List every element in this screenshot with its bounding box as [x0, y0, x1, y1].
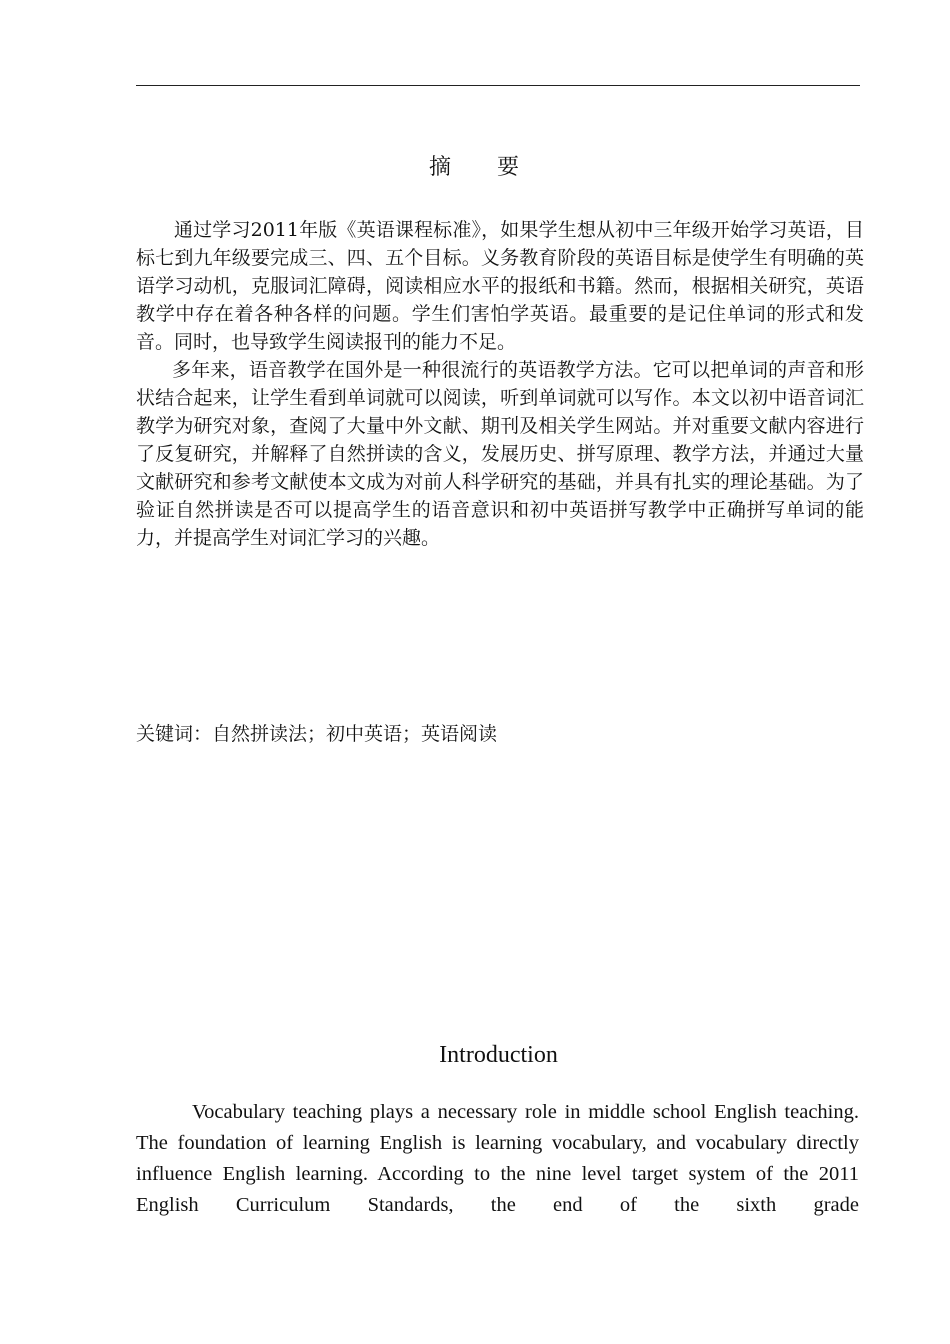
- abstract-paragraph-1: 通过学习2011年版《英语课程标准》，如果学生想从初中三年级开始学习英语，目标七到九年级要完成三、四、五个目标。义务教育阶段的英语目标是使学生有明确的英语学习动机，克服词汇障碍，阅读相应水平的报纸和书籍。然而，根据相关研究，英语教学中存在着各种各样的问题。学生们害怕学英语。最重要的是记住单词的形式和发音。同时，也导致学生阅读报刊的能力不足。: [136, 219, 864, 353]
- introduction-title: Introduction: [439, 1042, 558, 1068]
- introduction-body: [136, 1097, 859, 1221]
- abstract-title-char-1: 摘: [428, 155, 453, 180]
- abstract-body: [136, 216, 864, 552]
- header-rule: [136, 85, 860, 86]
- abstract-paragraph-2: 多年来，语音教学在国外是一种很流行的英语教学方法。它可以把单词的声音和形状结合起来，让学生看到单词就可以阅读，听到单词就可以写作。本文以初中语音词汇教学为研究对象，查阅了大量中外文献、期刊及相关学生网站。并对重要文献内容进行了反复研究，并解释了自然拼读的含义，发展历史、拼写原理、教学方法，并通过大量文献研究和参考文献使本文成为对前人科学研究的基础，并具有扎实的理论基础。为了验证自然拼读是否可以提高学生的语音意识和初中英语拼写教学中正确拼写单词的能力，并提高学生对词汇学习的兴趣。: [136, 359, 864, 549]
- keywords-line: [136, 720, 497, 748]
- abstract-title-char-2: 要: [497, 155, 522, 180]
- abstract-title: [0, 153, 950, 183]
- introduction-paragraph: Vocabulary teaching plays a necessary role in middle school English teaching. The foundation of learning English is learning vocabulary, and vocabulary directly influence English learning. According to the nine level target system of the 2011 English Curriculum Standards, the end of the sixth grade: [136, 1101, 859, 1216]
- keywords-label: 关键词：: [136, 723, 213, 745]
- keywords-text: 自然拼读法；初中英语；英语阅读: [212, 723, 498, 745]
